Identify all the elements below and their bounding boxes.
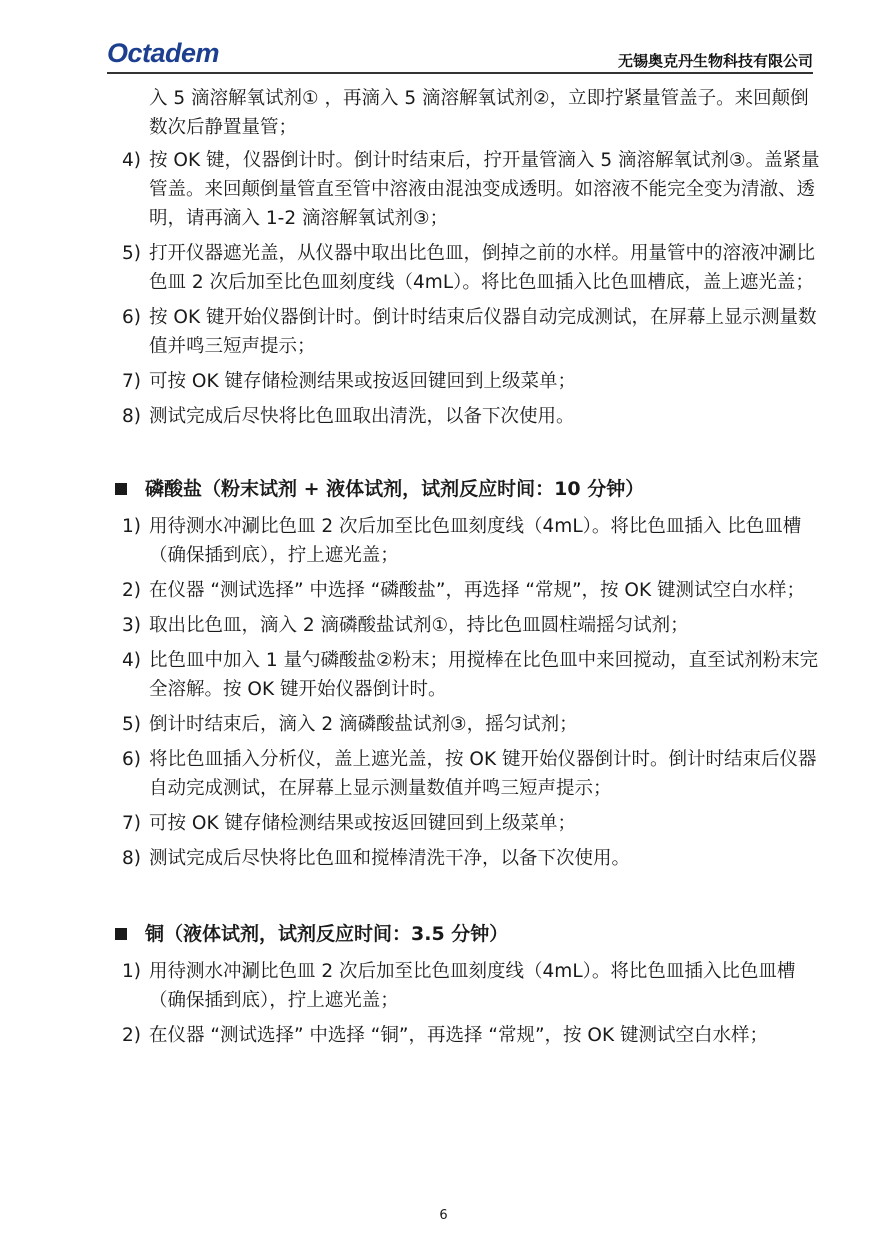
step-number: 2) [122, 1025, 141, 1046]
header-divider [107, 72, 813, 74]
step-text: 按 OK 键，仪器倒计时。倒计时结束后，拧开量管滴入 5 滴溶解氧试剂③。盖紧量管盖。来回颠倒量管直至管中溶液由混浊变成透明。如溶液不能完全变为清澈、透明，请再滴入 1-2 滴溶解氧试剂③； [149, 150, 820, 229]
step-text: 打开仪器遮光盖，从仪器中取出比色皿，倒掉之前的水样。用量管中的溶液冲涮比色皿 2 次后加至比色皿刻度线（4mL）。将比色皿插入比色皿槽底，盖上遮光盖； [149, 243, 816, 293]
step-number: 1) [122, 961, 141, 982]
square-bullet-icon [115, 928, 127, 940]
step-text: 测试完成后尽快将比色皿取出清洗，以备下次使用。 [149, 406, 575, 427]
company-logo: Octadem [107, 38, 220, 68]
continued-step-text: 入 5 滴溶解氧试剂① ，再滴入 5 滴溶解氧试剂②，立即拧紧量管盖子。来回颠倒数次后静置量管； [149, 88, 809, 138]
step-number: 4) [122, 150, 141, 171]
step-number: 8) [122, 848, 141, 869]
dissolved-oxygen-steps [122, 146, 820, 431]
list-item [122, 402, 820, 431]
list-item [122, 745, 820, 803]
step-text: 比色皿中加入 1 量勺磷酸盐②粉末；用搅棒在比色皿中来回搅动，直至试剂粉末完全溶解。按 OK 键开始仪器倒计时。 [149, 650, 819, 700]
step-text: 可按 OK 键存储检测结果或按返回键回到上级菜单； [149, 813, 576, 834]
page-number: 6 [439, 1208, 448, 1223]
copper-steps [122, 957, 820, 1050]
step-text: 按 OK 键开始仪器倒计时。倒计时结束后仪器自动完成测试，在屏幕上显示测量数值并鸣三短声提示； [149, 307, 817, 357]
page-header [107, 38, 813, 74]
list-item [122, 611, 820, 640]
phosphate-steps [122, 512, 820, 873]
step-text: 用待测水冲涮比色皿 2 次后加至比色皿刻度线（4mL）。将比色皿插入 比色皿槽（确保插到底），拧上遮光盖； [149, 516, 802, 566]
list-item [122, 1021, 820, 1050]
step-number: 6) [122, 307, 141, 328]
list-item [122, 957, 820, 1015]
step-text: 倒计时结束后，滴入 2 滴磷酸盐试剂③，摇匀试剂； [149, 714, 578, 735]
step-text: 取出比色皿，滴入 2 滴磷酸盐试剂①，持比色皿圆柱端摇匀试剂； [149, 615, 689, 636]
list-item [122, 809, 820, 838]
list-item [122, 367, 820, 396]
step-text: 可按 OK 键存储检测结果或按返回键回到上级菜单； [149, 371, 576, 392]
list-item [122, 303, 820, 361]
step-number: 3) [122, 615, 141, 636]
list-item [122, 710, 820, 739]
document-body [122, 84, 820, 1056]
step-number: 4) [122, 650, 141, 671]
list-item [122, 844, 820, 873]
square-bullet-icon [115, 483, 127, 495]
step-text: 在仪器 “测试选择” 中选择 “磷酸盐”，再选择 “常规”，按 OK 键测试空白水样； [149, 580, 805, 601]
step-text: 用待测水冲涮比色皿 2 次后加至比色皿刻度线（4mL）。将比色皿插入比色皿槽（确保插到底），拧上遮光盖； [149, 961, 796, 1011]
step-number: 5) [122, 243, 141, 264]
company-name: 无锡奥克丹生物科技有限公司 [617, 52, 813, 70]
list-item [122, 146, 820, 233]
step-text: 在仪器 “测试选择” 中选择 “铜”，再选择 “常规”，按 OK 键测试空白水样； [149, 1025, 768, 1046]
step-number: 7) [122, 813, 141, 834]
section-heading-phosphate [115, 474, 820, 504]
step-number: 7) [122, 371, 141, 392]
section-heading-copper [115, 919, 820, 949]
step-number: 1) [122, 516, 141, 537]
list-item [122, 576, 820, 605]
step-number: 2) [122, 580, 141, 601]
list-item [122, 239, 820, 297]
step-number: 8) [122, 406, 141, 427]
step-number: 5) [122, 714, 141, 735]
step-number: 6) [122, 749, 141, 770]
list-item [122, 512, 820, 570]
section-title: 磷酸盐（粉末试剂 + 液体试剂，试剂反应时间：10 分钟） [145, 478, 645, 500]
list-item [122, 646, 820, 704]
step-text: 测试完成后尽快将比色皿和搅棒清洗干净，以备下次使用。 [149, 848, 631, 869]
step-text: 将比色皿插入分析仪，盖上遮光盖，按 OK 键开始仪器倒计时。倒计时结束后仪器自动完成测试，在屏幕上显示测量数值并鸣三短声提示； [149, 749, 817, 799]
section-title: 铜（液体试剂，试剂反应时间：3.5 分钟） [145, 923, 509, 945]
